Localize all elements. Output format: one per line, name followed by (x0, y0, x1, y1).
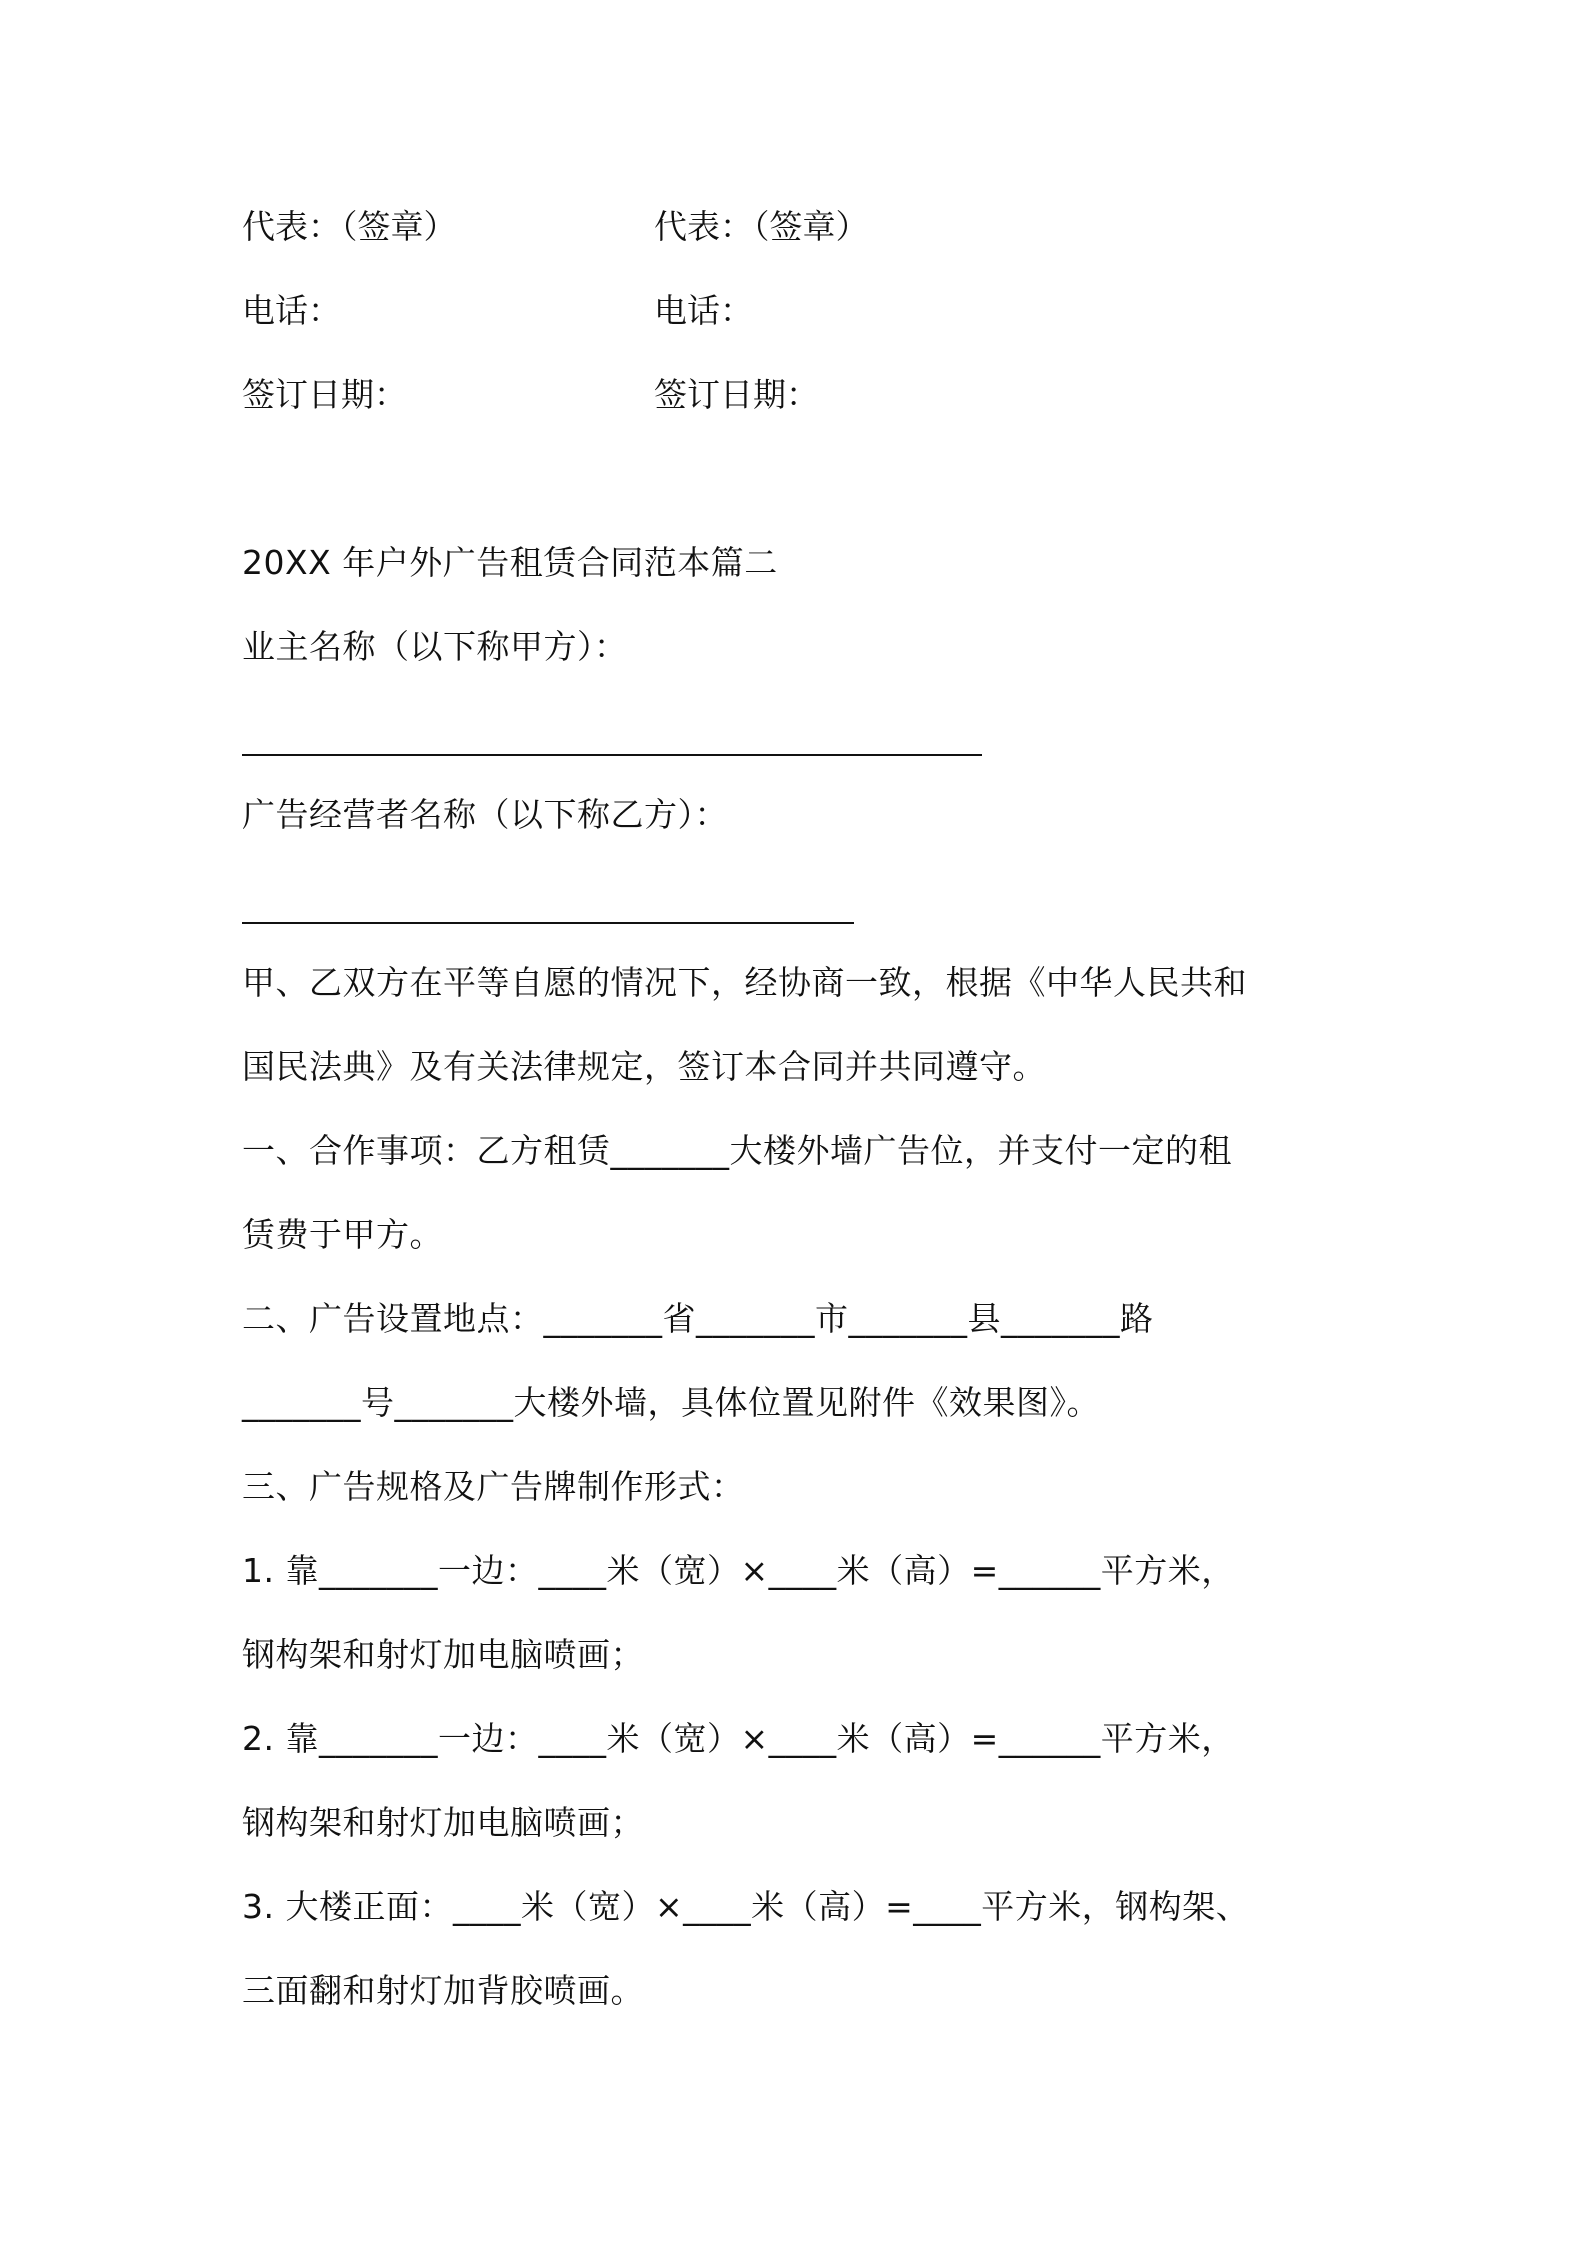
party-a-name-label: 业主名称（以下称甲方）： (242, 627, 628, 666)
party-b-phone-label: 电话： (654, 291, 753, 330)
body-line-5: 二、广告设置地点：_______省_______市_______县_______路 (242, 1299, 1154, 1338)
body-line-11: 钢构架和射灯加电脑喷画； (242, 1803, 644, 1842)
party-a-representative-label: 代表：（签章） (242, 207, 457, 246)
party-b-name-blank (242, 922, 854, 924)
party-a-name-blank (242, 754, 982, 756)
party-b-name-label: 广告经营者名称（以下称乙方）： (242, 795, 728, 834)
body-line-12: 3. 大楼正面：____米（宽）×____米（高）=____平方米，钢构架、 (242, 1887, 1250, 1926)
body-line-7: 三、广告规格及广告牌制作形式： (242, 1467, 745, 1506)
party-b-date-label: 签订日期： (654, 375, 819, 414)
party-a-date-label: 签订日期： (242, 375, 407, 414)
body-line-1: 甲、乙双方在平等自愿的情况下，经协商一致，根据《中华人民共和 (242, 963, 1247, 1002)
body-line-13: 三面翻和射灯加背胶喷画。 (242, 1971, 644, 2010)
body-line-3: 一、合作事项：乙方租赁_______大楼外墙广告位，并支付一定的租 (242, 1131, 1232, 1170)
body-line-4: 赁费于甲方。 (242, 1215, 443, 1254)
contract-title: 20XX 年户外广告租赁合同范本篇二 (242, 543, 778, 582)
body-line-6: _______号_______大楼外墙，具体位置见附件《效果图》。 (242, 1383, 1100, 1422)
body-line-10: 2. 靠_______一边：____米（宽）×____米（高）=______平方米， (242, 1719, 1235, 1758)
body-line-8: 1. 靠_______一边：____米（宽）×____米（高）=______平方米， (242, 1551, 1235, 1590)
body-line-9: 钢构架和射灯加电脑喷画； (242, 1635, 644, 1674)
party-a-phone-label: 电话： (242, 291, 341, 330)
party-b-representative-label: 代表：（签章） (654, 207, 869, 246)
body-line-2: 国民法典》及有关法律规定，签订本合同并共同遵守。 (242, 1047, 1046, 1086)
